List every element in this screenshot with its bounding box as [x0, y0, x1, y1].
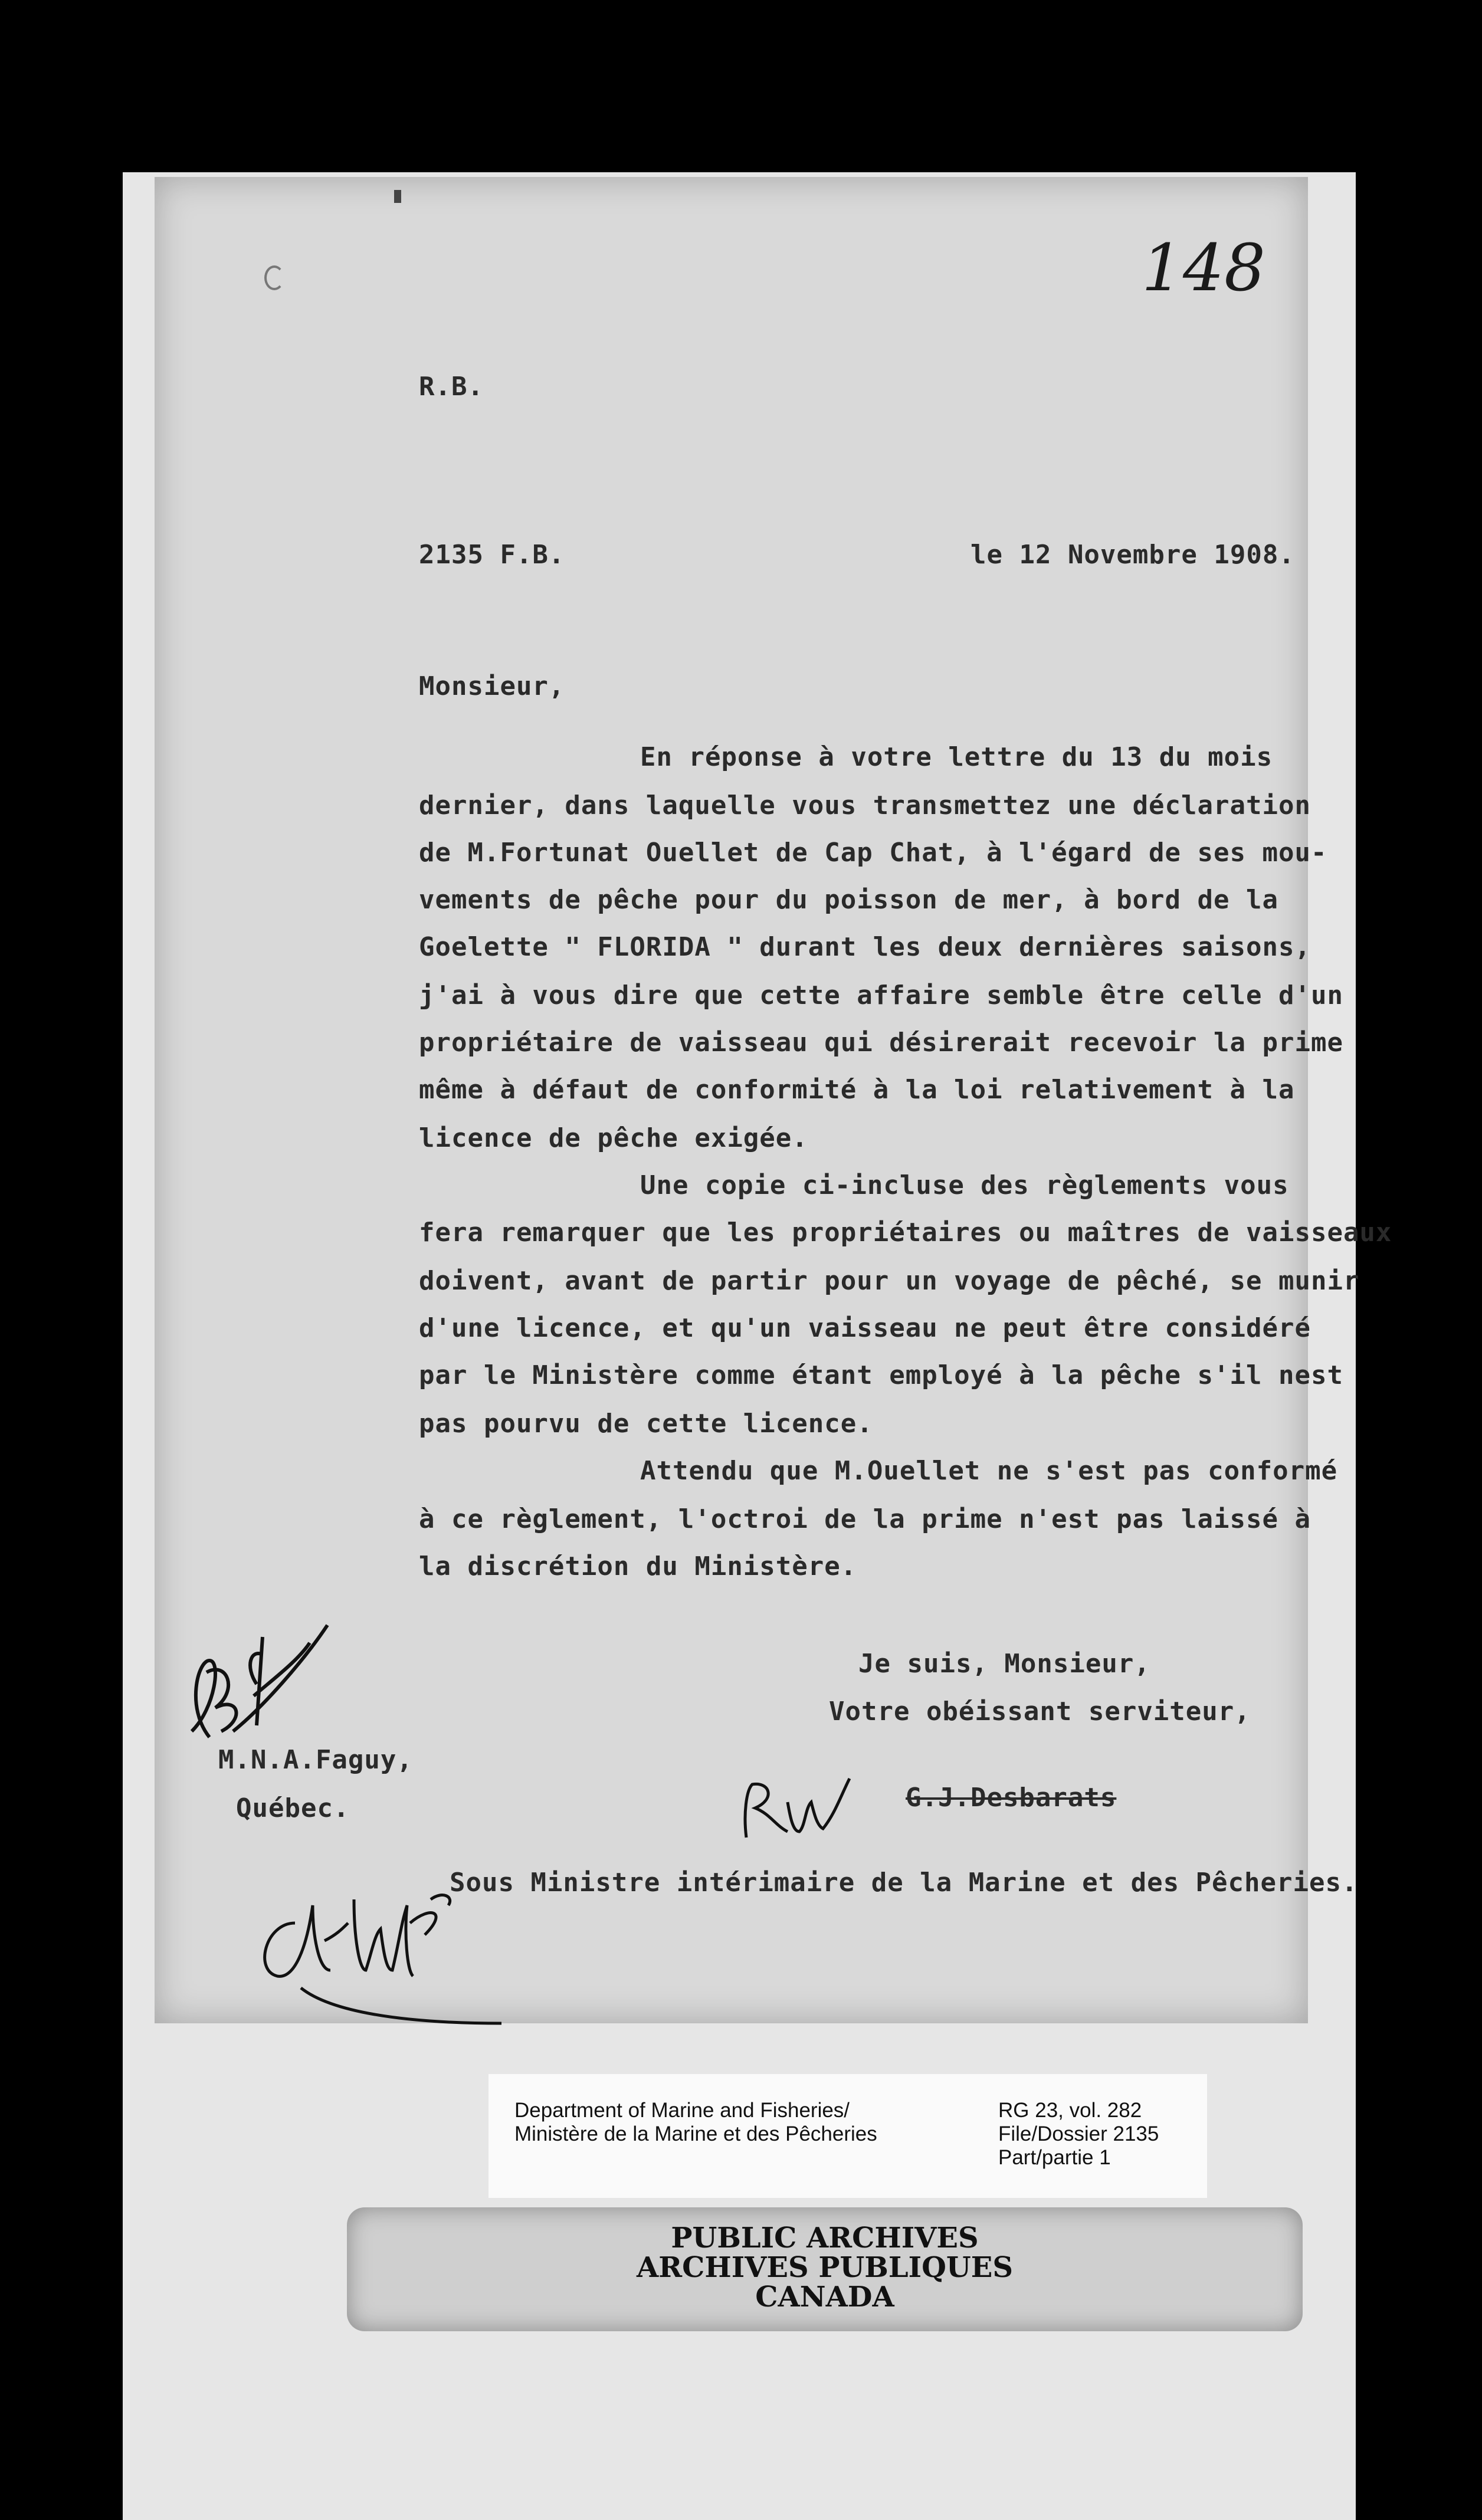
stamp-line: CANADA — [755, 2281, 894, 2314]
body-line: propriétaire de vaisseau qui désirerait recevoir la prime — [419, 1028, 1343, 1058]
ink-mark — [394, 190, 401, 203]
addressee-name: M.N.A.Faguy, — [218, 1745, 413, 1775]
closing-line: Votre obéissant serviteur, — [829, 1697, 1251, 1727]
punch-hole — [264, 265, 284, 290]
archive-reference-label — [488, 2074, 1207, 2198]
body-line: En réponse à votre lettre du 13 du mois — [640, 742, 1273, 772]
department-line: Department of Marine and Fisheries/ — [514, 2099, 850, 2122]
addressee-place: Québec. — [236, 1793, 350, 1823]
struck-signatory-name: G.J.Desbarats — [906, 1783, 1117, 1813]
body-line: d'une licence, et qu'un vaisseau ne peut être considéré — [419, 1313, 1311, 1343]
handwritten-initials-signature — [174, 1590, 333, 1761]
body-line: même à défaut de conformité à la loi relativement à la — [419, 1075, 1295, 1105]
body-line: Goelette " FLORIDA " durant les deux dernières saisons, — [419, 932, 1311, 962]
body-line: de M.Fortunat Ouellet de Cap Chat, à l'égard de ses mou- — [419, 838, 1327, 868]
letter-date: le 12 Novembre 1908. — [970, 540, 1295, 570]
reference: R.B. — [419, 372, 484, 402]
body-line: doivent, avant de partir pour un voyage de pêché, se munir — [419, 1266, 1360, 1296]
body-line: fera remarquer que les propriétaires ou maîtres de vaisseaux — [419, 1218, 1392, 1248]
body-line: Attendu que M.Ouellet ne s'est pas conformé — [640, 1456, 1338, 1486]
stamp-line: ARCHIVES PUBLIQUES — [637, 2251, 1013, 2284]
part-partie: Part/partie 1 — [998, 2146, 1111, 2169]
closing-line: Je suis, Monsieur, — [858, 1649, 1150, 1679]
department-line: Ministère de la Marine et des Pêcheries — [514, 2122, 877, 2145]
public-archives-stamp — [347, 2207, 1303, 2331]
handwritten-signature — [254, 1835, 525, 2029]
signatory-title: Sous Ministre intérimaire de la Marine et des Pêcheries. — [450, 1868, 1358, 1898]
body-line: j'ai à vous dire que cette affaire semble être celle d'un — [419, 980, 1343, 1010]
handwritten-initials — [735, 1767, 864, 1849]
salutation: Monsieur, — [419, 671, 565, 701]
folio-number: 148 — [1142, 230, 1265, 306]
stamp-line: PUBLIC ARCHIVES — [671, 2222, 979, 2255]
body-line: par le Ministère comme étant employé à la pêche s'il nest — [419, 1360, 1343, 1390]
body-line: à ce règlement, l'octroi de la prime n'est pas laissé à — [419, 1504, 1311, 1534]
body-line: pas pourvu de cette licence. — [419, 1409, 873, 1439]
body-line: licence de pêche exigée. — [419, 1123, 808, 1153]
body-line: vements de pêche pour du poisson de mer, à bord de la — [419, 885, 1278, 915]
body-line: Une copie ci-incluse des règlements vous — [640, 1170, 1289, 1200]
body-line: dernier, dans laquelle vous transmettez une déclaration — [419, 790, 1311, 821]
body-line: la discrétion du Ministère. — [419, 1551, 857, 1581]
record-group: RG 23, vol. 282 — [998, 2099, 1142, 2122]
file-dossier: File/Dossier 2135 — [998, 2122, 1159, 2145]
file-number: 2135 F.B. — [419, 540, 565, 570]
